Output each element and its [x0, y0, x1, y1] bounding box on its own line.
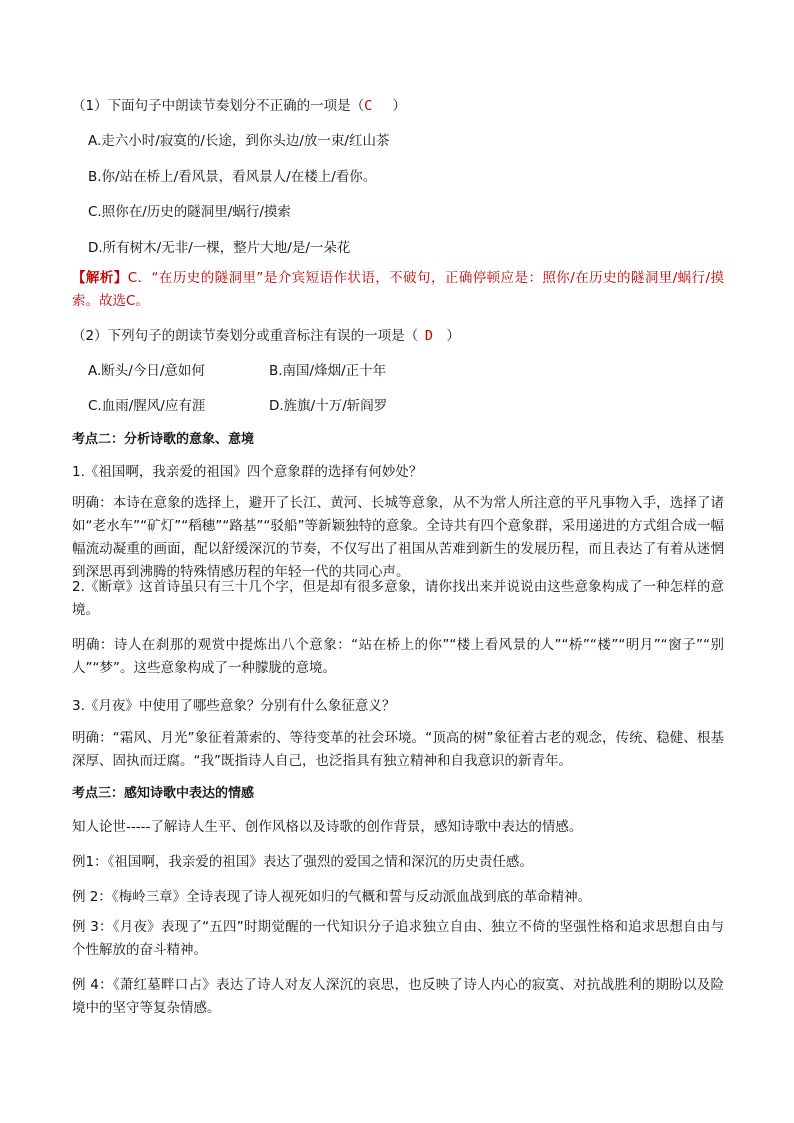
kp2-question-2: 2.《断章》这首诗虽只有三十几个字，但是却有很多意象，请你找出来并说说由这些意象构成了一种怎样的意境。: [72, 579, 724, 618]
q2-option-d: D.旌旗/十万/斩阎罗: [269, 398, 388, 414]
q2-option-row-1: [88, 363, 387, 379]
kp3-example-4: 例 4：《萧红墓畔口占》表达了诗人对友人深沉的哀思，也反映了诗人内心的寂寞、对抗战胜利的期盼以及险境中的坚守等复杂情感。: [72, 977, 724, 1016]
q2-option-c: C.血雨/腥风/应有涯: [88, 398, 206, 414]
q2-option-a: A.断头/今日/意如何: [88, 363, 205, 379]
q1-analysis: 【解析】C．“在历史的隧洞里”是介宾短语作状语，不破句，正确停顿应是：照你/在历史的隧洞里/蜗行/摸索。故选C。: [72, 270, 725, 309]
analysis-tag: 【解析】: [72, 270, 128, 286]
kp3-heading: 考点三：感知诗歌中表达的情感: [72, 786, 255, 801]
q1-option-d: D.所有树木/无非/一棵，整片大地/是/一朵花: [88, 240, 351, 256]
kp2-answer-2: 明确：诗人在刹那的观赏中提炼出八个意象：“站在桥上的你”“楼上看风景的人”“桥”“楼”“明月”“窗子”“别人”“梦”。这些意象构成了一种朦胧的意境。: [72, 637, 724, 676]
q1-option-a: A.走六小时/寂寞的/长途，到你头边/放一束/红山茶: [88, 133, 390, 149]
kp2-answer-3: 明确：“霜风、月光”象征着萧索的、等待变革的社会环境。“顶高的树”象征着古老的观念，传统、稳健、根基深厚、固执而迂腐。“我”既指诗人自己，也泛指具有独立精神和自我意识的新青年。: [72, 730, 724, 769]
kp3-example-3: 例 3：《月夜》表现了“五四”时期觉醒的一代知识分子追求独立自由、独立不倚的坚强性格和追求思想自由与个性解放的奋斗精神。: [72, 919, 724, 958]
kp2-answer-1: 明确：本诗在意象的选择上，避开了长江、黄河、长城等意象，从不为常人所注意的平凡事物入手，选择了诸如“老水车”“矿灯”“稻穗”“路基”“驳船”等新颖独特的意象。全诗共有四个意象群，采用递进的方式组合成一幅幅流动凝重的画面，配以舒缓深沉的节奏，不仅写出了祖国从苦难到新生的发展历程，而且表达了有着从迷惘到深思再到沸腾的特殊情感历程的年轻一代的共同心声。: [72, 495, 724, 580]
q2-stem: （2）下列句子的朗读节奏划分或重音标注有误的一项是（ D ）: [72, 328, 460, 344]
kp3-example-2: 例 2：《梅岭三章》全诗表现了诗人视死如归的气概和誓与反动派血战到底的革命精神。: [72, 889, 592, 905]
q1-stem: （1）下面句子中朗读节奏划分不正确的一项是（C ）: [72, 98, 406, 114]
q2-answer: D: [424, 328, 433, 344]
q1-option-b: B.你/站在桥上/看风景，看风景人/在楼上/看你。: [88, 169, 377, 185]
kp2-question-3: 3.《月夜》中使用了哪些意象？分别有什么象征意义？: [72, 698, 396, 714]
kp2-question-1: 1.《祖国啊，我亲爱的祖国》四个意象群的选择有何妙处？: [72, 464, 423, 480]
q2-option-b: B.南国/烽烟/正十年: [269, 363, 387, 379]
q2-option-row-2: [88, 398, 388, 414]
kp3-example-1: 例1：《祖国啊，我亲爱的祖国》表达了强烈的爱国之情和深沉的历史责任感。: [72, 854, 533, 870]
q1-answer: C: [364, 98, 373, 114]
kp3-intro: 知人论世-----了解诗人生平、创作风格以及诗歌的创作背景，感知诗歌中表达的情感。: [72, 819, 583, 835]
q1-option-c: C.照你在/历史的隧洞里/蜗行/摸索: [88, 204, 291, 220]
kp2-heading: 考点二：分析诗歌的意象、意境: [72, 432, 255, 447]
